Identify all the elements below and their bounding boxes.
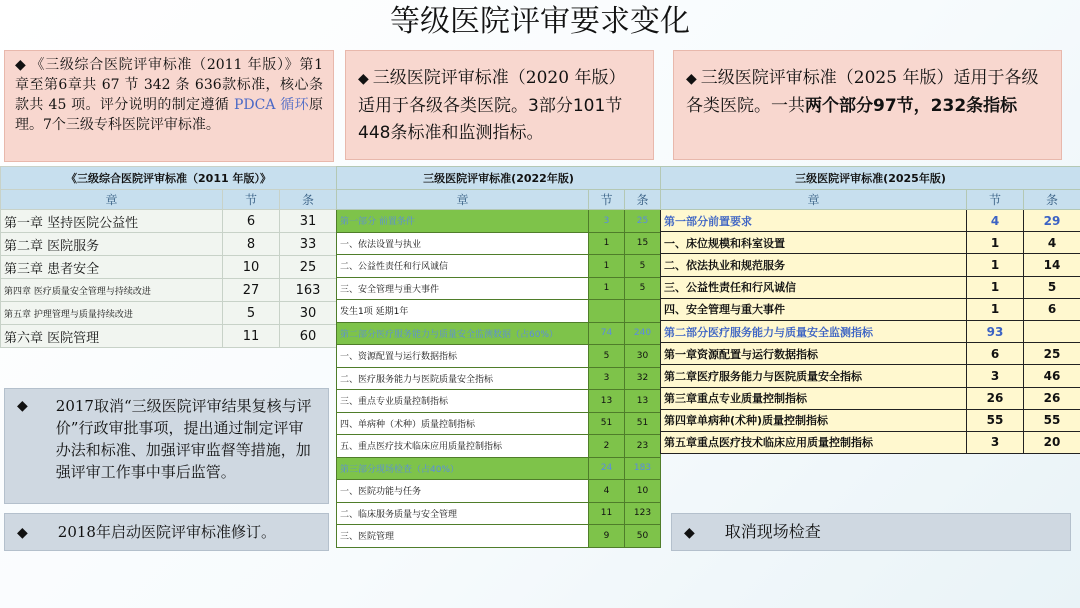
article-count-cell: 32: [625, 367, 661, 390]
box2-text-a: 三级医院评审标准（2020 年版）适用于各级各类医院。: [358, 68, 626, 116]
chapter-name-cell: 第四章 医疗质量安全管理与持续改进: [1, 279, 223, 302]
note-cancel-onsite: [671, 513, 1071, 551]
chapter-name-cell: 二、依法执业和规范服务: [661, 254, 967, 276]
table-row: [337, 457, 661, 480]
section-count-cell: 6: [967, 343, 1024, 365]
article-count-cell: 6: [1024, 298, 1080, 320]
article-count-cell: 10: [625, 480, 661, 503]
note3-text: 取消现场检查: [724, 522, 821, 541]
section-count-cell: 1: [967, 276, 1024, 298]
table-row: [337, 390, 661, 413]
table-row: [337, 367, 661, 390]
chapter-name-cell: 第一部分 前置条件: [337, 210, 589, 233]
section-count-cell: 3: [967, 365, 1024, 387]
note-2017: [4, 388, 329, 504]
chapter-name-cell: 第三部分现场检查（占40%）: [337, 457, 589, 480]
table-row: [661, 298, 1080, 320]
table-row: [337, 210, 661, 233]
table-row: [661, 232, 1080, 254]
box3-text-a: 三级医院评审标准（2025 年版）适用于各级各类医院。一共: [686, 68, 1039, 116]
table-row: [661, 343, 1080, 365]
article-count-cell: [1024, 320, 1080, 342]
diamond-bullet-icon: ◆: [686, 71, 697, 87]
table-row: [1, 210, 337, 233]
chapter-name-cell: 第二章医疗服务能力与医院质量安全指标: [661, 365, 967, 387]
table3-col-article: 条: [1024, 190, 1080, 210]
article-count-cell: 26: [1024, 387, 1080, 409]
section-count-cell: 51: [589, 412, 625, 435]
section-count-cell: 1: [967, 232, 1024, 254]
note-2018: [4, 513, 329, 551]
table-row: [661, 387, 1080, 409]
table-row: [337, 322, 661, 345]
section-count-cell: 2: [589, 435, 625, 458]
section-count-cell: 13: [589, 390, 625, 413]
chapter-name-cell: 第五章重点医疗技术临床应用质量控制指标: [661, 431, 967, 453]
diamond-bullet-icon: ◆: [17, 398, 28, 414]
table-row: [1, 233, 337, 256]
table-row: [337, 300, 661, 323]
chapter-name-cell: 三、医院管理: [337, 525, 589, 548]
section-count-cell: 24: [589, 457, 625, 480]
table-row: [1, 256, 337, 279]
table-row: [661, 276, 1080, 298]
section-count-cell: [589, 300, 625, 323]
chapter-name-cell: 第三章 患者安全: [1, 256, 223, 279]
article-count-cell: 4: [1024, 232, 1080, 254]
article-count-cell: 240: [625, 322, 661, 345]
section-count-cell: 5: [223, 302, 280, 325]
article-count-cell: 33: [280, 233, 337, 256]
section-count-cell: 1: [967, 254, 1024, 276]
chapter-name-cell: 第二部分医疗服务能力与质量安全监测数据（占60%）: [337, 322, 589, 345]
chapter-name-cell: 一、资源配置与运行数据指标: [337, 345, 589, 368]
section-count-cell: 11: [223, 325, 280, 348]
table2-body: [337, 210, 661, 548]
table2-col-section: 节: [589, 190, 625, 210]
section-count-cell: 11: [589, 502, 625, 525]
article-count-cell: 51: [625, 412, 661, 435]
article-count-cell: 14: [1024, 254, 1080, 276]
article-count-cell: 13: [625, 390, 661, 413]
article-count-cell: 5: [1024, 276, 1080, 298]
section-count-cell: 6: [223, 210, 280, 233]
page-title: 等级医院评审要求变化: [390, 4, 690, 39]
article-count-cell: 20: [1024, 431, 1080, 453]
chapter-name-cell: 三、安全管理与重大事件: [337, 277, 589, 300]
article-count-cell: 5: [625, 277, 661, 300]
table-row: [337, 480, 661, 503]
box2-text-b: 3部分101节448条标准和监测指标。: [358, 96, 623, 143]
table-row: [337, 502, 661, 525]
diamond-bullet-icon: ◆: [358, 71, 369, 87]
chapter-name-cell: 第一章资源配置与运行数据指标: [661, 343, 967, 365]
table1-col-section: 节: [223, 190, 280, 210]
section-count-cell: 9: [589, 525, 625, 548]
section-count-cell: 10: [223, 256, 280, 279]
article-count-cell: 23: [625, 435, 661, 458]
article-count-cell: 50: [625, 525, 661, 548]
diamond-bullet-icon: ◆: [684, 525, 695, 541]
article-count-cell: 60: [280, 325, 337, 348]
section-count-cell: 1: [967, 298, 1024, 320]
table3-title: 三级医院评审标准(2025年版): [661, 167, 1080, 190]
table-row: [661, 210, 1080, 232]
section-count-cell: 1: [589, 232, 625, 255]
section-count-cell: 8: [223, 233, 280, 256]
table-row: [661, 320, 1080, 342]
section-count-cell: 55: [967, 409, 1024, 431]
table1-body: [1, 210, 337, 348]
table2-title: 三级医院评审标准(2022年版): [337, 167, 661, 190]
chapter-name-cell: 发生1项 延期1年: [337, 300, 589, 323]
chapter-name-cell: 第一章 坚持医院公益性: [1, 210, 223, 233]
section-count-cell: 3: [589, 210, 625, 233]
chapter-name-cell: 五、重点医疗技术临床应用质量控制指标: [337, 435, 589, 458]
box3-text-b: 两个部分97节，232条指标: [805, 96, 1018, 116]
box1-text-a: 《三级综合医院评审标准（2011 年版）》第1章至第6章共 67 节 342 条 636款标准，核心条款共 45 项。评分说明的制定遵循: [15, 57, 323, 113]
article-count-cell: 123: [625, 502, 661, 525]
table-2011-standard: [0, 166, 337, 348]
table-row: [337, 255, 661, 278]
chapter-name-cell: 二、医疗服务能力与医院质量安全指标: [337, 367, 589, 390]
article-count-cell: 25: [1024, 343, 1080, 365]
info-box-2025: [673, 50, 1062, 160]
article-count-cell: 46: [1024, 365, 1080, 387]
diamond-bullet-icon: ◆: [17, 525, 28, 541]
table3-col-section: 节: [967, 190, 1024, 210]
table-row: [661, 254, 1080, 276]
article-count-cell: 163: [280, 279, 337, 302]
table-row: [337, 345, 661, 368]
table-row: [337, 525, 661, 548]
table-row: [661, 365, 1080, 387]
article-count-cell: 15: [625, 232, 661, 255]
chapter-name-cell: 四、安全管理与重大事件: [661, 298, 967, 320]
article-count-cell: 30: [625, 345, 661, 368]
section-count-cell: 93: [967, 320, 1024, 342]
table-2025-standard: [660, 166, 1080, 454]
section-count-cell: 1: [589, 255, 625, 278]
chapter-name-cell: 一、依法设置与执业: [337, 232, 589, 255]
table-2022-standard: [336, 166, 661, 548]
table1-col-article: 条: [280, 190, 337, 210]
diamond-bullet-icon: ◆: [15, 57, 27, 73]
table-row: [337, 277, 661, 300]
chapter-name-cell: 四、单病种（术种）质量控制指标: [337, 412, 589, 435]
chapter-name-cell: 三、重点专业质量控制指标: [337, 390, 589, 413]
table-row: [337, 412, 661, 435]
box1-text-b: 原理。7个三级专科医院评审标准。: [15, 97, 323, 133]
info-box-2020: [345, 50, 654, 160]
chapter-name-cell: 一、床位规模和科室设置: [661, 232, 967, 254]
article-count-cell: 25: [625, 210, 661, 233]
table1-title: 《三级综合医院评审标准（2011 年版）》: [1, 167, 337, 190]
table2-col-article: 条: [625, 190, 661, 210]
table-row: [661, 431, 1080, 453]
table-row: [661, 409, 1080, 431]
chapter-name-cell: 第三章重点专业质量控制指标: [661, 387, 967, 409]
section-count-cell: 27: [223, 279, 280, 302]
table-row: [337, 232, 661, 255]
section-count-cell: 4: [967, 210, 1024, 232]
table-row: [1, 279, 337, 302]
section-count-cell: 3: [589, 367, 625, 390]
chapter-name-cell: 第六章 医院管理: [1, 325, 223, 348]
article-count-cell: 29: [1024, 210, 1080, 232]
table2-col-chapter: 章: [337, 190, 589, 210]
chapter-name-cell: 第五章 护理管理与质量持续改进: [1, 302, 223, 325]
article-count-cell: 30: [280, 302, 337, 325]
section-count-cell: 5: [589, 345, 625, 368]
article-count-cell: 31: [280, 210, 337, 233]
article-count-cell: [625, 300, 661, 323]
table-row: [337, 435, 661, 458]
chapter-name-cell: 第二部分医疗服务能力与质量安全监测指标: [661, 320, 967, 342]
chapter-name-cell: 二、临床服务质量与安全管理: [337, 502, 589, 525]
table-row: [1, 325, 337, 348]
note2-text: 2018年启动医院评审标准修订。: [57, 523, 276, 541]
article-count-cell: 183: [625, 457, 661, 480]
article-count-cell: 5: [625, 255, 661, 278]
chapter-name-cell: 第一部分前置要求: [661, 210, 967, 232]
note1-text: 2017取消“三级医院评审结果复核与评价”行政审批事项，提出通过制定评审办法和标准、加强评审监督等措施，加强评审工作事中事后监管。: [55, 397, 312, 481]
table-row: [1, 302, 337, 325]
table3-body: [661, 210, 1080, 454]
article-count-cell: 55: [1024, 409, 1080, 431]
section-count-cell: 26: [967, 387, 1024, 409]
section-count-cell: 4: [589, 480, 625, 503]
section-count-cell: 74: [589, 322, 625, 345]
chapter-name-cell: 第四章单病种(术种)质量控制指标: [661, 409, 967, 431]
table3-col-chapter: 章: [661, 190, 967, 210]
chapter-name-cell: 一、医院功能与任务: [337, 480, 589, 503]
article-count-cell: 25: [280, 256, 337, 279]
chapter-name-cell: 三、公益性责任和行风诚信: [661, 276, 967, 298]
table1-col-chapter: 章: [1, 190, 223, 210]
section-count-cell: 3: [967, 431, 1024, 453]
chapter-name-cell: 二、公益性责任和行风诚信: [337, 255, 589, 278]
info-box-2011: [4, 50, 334, 162]
chapter-name-cell: 第二章 医院服务: [1, 233, 223, 256]
section-count-cell: 1: [589, 277, 625, 300]
box1-highlight: PDCA 循环: [233, 97, 309, 113]
